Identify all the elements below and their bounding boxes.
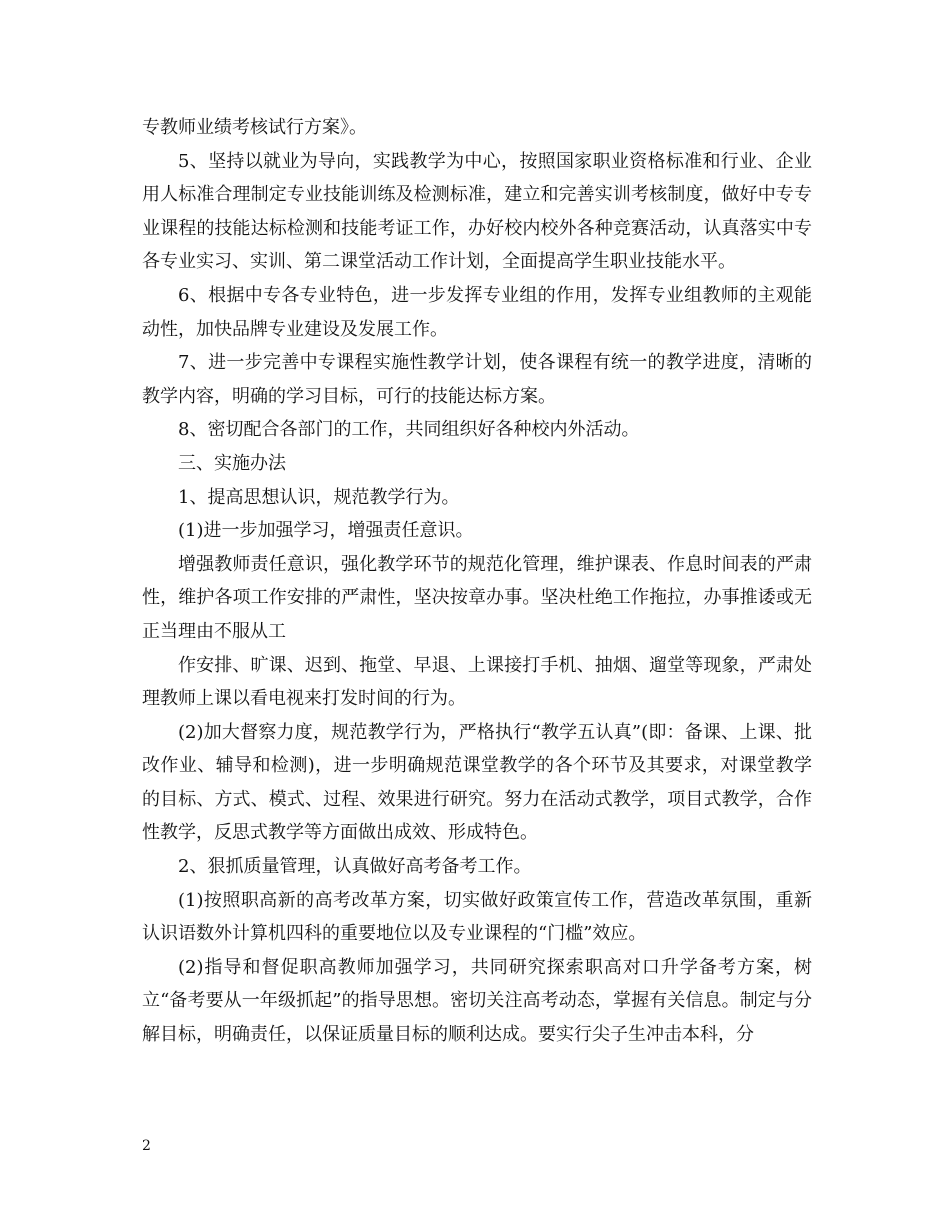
paragraph: 作安排、旷课、迟到、拖堂、早退、上课接打手机、抽烟、遛堂等现象，严肃处理教师上课以看电视来打发时间的行为。	[142, 654, 812, 710]
paragraph: 7、进一步完善中专课程实施性教学计划，使各课程有统一的教学进度，清晰的教学内容，明确的学习目标，可行的技能达标方案。	[142, 352, 812, 407]
paragraph: 专教师业绩考核试行方案》。	[142, 117, 367, 138]
paragraph: 8、密切配合各部门的工作，共同组织好各种校内外活动。	[178, 419, 640, 441]
paragraph: (1)按照职高新的高考改革方案，切实做好政策宣传工作，营造改革氛围，重新认识语数外计算机四科的重要地位以及专业课程的“门槛”效应。	[142, 889, 812, 945]
paragraph: 5、坚持以就业为导向，实践教学为中心，按照国家职业资格标准和行业、企业用人标准合理制定专业技能训练及检测标准，建立和完善实训考核制度，做好中专专业课程的技能达标检测和技能考证工作，办好校内校外各种竞赛活动，认真落实中专各专业实习、实训、第二课堂活动工作计划，全面提高学生职业技能水平。	[142, 150, 812, 273]
document-body	[142, 111, 812, 1052]
paragraph: 6、根据中专各专业特色，进一步发挥专业组的作用，发挥专业组教师的主观能动性，加快品牌专业建设及发展工作。	[142, 284, 812, 340]
section-heading: 三、实施办法	[178, 452, 286, 474]
paragraph: (2)加大督察力度，规范教学行为，严格执行“教学五认真”(即：备课、上课、批改作业、辅导和检测)，进一步明确规范课堂教学的各个环节及其要求，对课堂教学的目标、方式、模式、过程、效果进行研究。努力在活动式教学，项目式教学，合作性教学，反思式教学等方面做出成效、形成特色。	[142, 721, 812, 844]
subsection-heading: 1、提高思想认识，规范教学行为。	[178, 486, 460, 508]
subsection-heading: 2、狠抓质量管理，认真做好高考备考工作。	[178, 856, 532, 878]
item-heading: (1)进一步加强学习，增强责任意识。	[178, 520, 474, 542]
paragraph: (2)指导和督促职高教师加强学习，共同研究探索职高对口升学备考方案，树立“备考要从一年级抓起”的指导思想。密切关注高考动态，掌握有关信息。制定与分解目标，明确责任，以保证质量目标的顺利达成。要实行尖子生冲击本科，分	[142, 956, 812, 1046]
page-number: 2	[142, 1138, 151, 1154]
paragraph: 增强教师责任意识，强化教学环节的规范化管理，维护课表、作息时间表的严肃性，维护各项工作安排的严肃性，坚决按章办事。坚决杜绝工作拖拉，办事推诿或无正当理由不服从工	[142, 553, 812, 642]
